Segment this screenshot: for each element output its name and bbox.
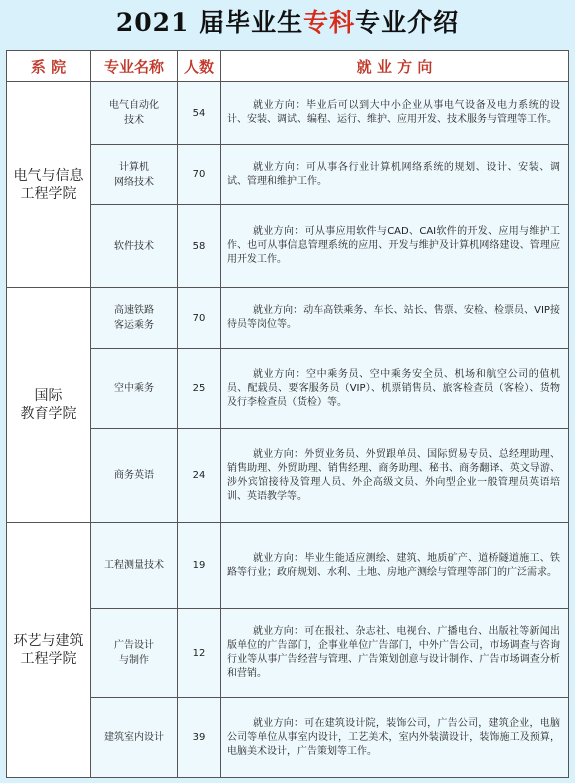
employment-direction: 就业方向：外贸业务员、外贸跟单员、国际贸易专员、总经理助理、销售助理、外贸助理、销售经理、商务助理、秘书、商务翻译、英文导游、涉外宾馆接待及管理人员、外企高级文员、外向型企业一般管理员英语培训、英语教学等。: [221, 429, 569, 523]
major-name: 商务英语: [91, 429, 178, 523]
table-row: [7, 429, 569, 523]
table-row: [7, 205, 569, 288]
table-row: [7, 82, 569, 145]
majors-table: [6, 50, 569, 778]
page-title: [0, 6, 575, 40]
header-college: 系 院: [7, 51, 91, 82]
enrollment-count: 19: [178, 523, 221, 609]
header-direction: 就 业 方 向: [221, 51, 569, 82]
header-major: 专业名称: [91, 51, 178, 82]
college-name: 电气与信息 工程学院: [7, 82, 91, 288]
title-suffix: 专业介绍: [355, 8, 460, 37]
table-row: [7, 698, 569, 778]
enrollment-count: 24: [178, 429, 221, 523]
enrollment-count: 12: [178, 609, 221, 698]
major-name: 软件技术: [91, 205, 178, 288]
employment-direction: 就业方向：可在建筑设计院，装饰公司，广告公司，建筑企业，电脑公司等单位从事室内设计，工艺美术，室内外装潢设计，装饰施工及预算，电脑美术设计，广告策划等工作。: [221, 698, 569, 778]
employment-direction: 就业方向：毕业生能适应测绘、建筑、地质矿产、道桥隧道施工、铁路等行业；政府规划、水利、土地、房地产测绘与管理等部门的广泛需求。: [221, 523, 569, 609]
table-row: [7, 609, 569, 698]
major-name: 空中乘务: [91, 349, 178, 429]
title-highlight: 专科: [303, 8, 356, 37]
major-name: 工程测量技术: [91, 523, 178, 609]
table-row: [7, 349, 569, 429]
employment-direction: 就业方向：可从事应用软件与CAD、CAI软件的开发、应用与维护工作、也可从事信息管理系统的应用、开发与维护及计算机网络建设、管理应用开发工作。: [221, 205, 569, 288]
major-name: 电气自动化 技术: [91, 82, 178, 145]
employment-direction: 就业方向：可在报社、杂志社、电视台、广播电台、出版社等新闻出版单位的广告部门，企事业单位广告部门，中外广告公司，市场调查与咨询行业等从事广告经营与管理、广告策划创意与设计制作、广告市场调查分析和营销。: [221, 609, 569, 698]
major-name: 建筑室内设计: [91, 698, 178, 778]
table-row: [7, 288, 569, 349]
header-count: 人数: [178, 51, 221, 82]
table-row: [7, 523, 569, 609]
enrollment-count: 70: [178, 288, 221, 349]
college-name: 国际 教育学院: [7, 288, 91, 523]
title-prefix: 2021 届毕业生: [115, 8, 304, 37]
employment-direction: 就业方向：动车高铁乘务、车长、站长、售票、安检、检票员、VIP接待员等岗位等。: [221, 288, 569, 349]
employment-direction: 就业方向：空中乘务员、空中乘务安全员、机场和航空公司的值机员、配载员、要客服务员（VIP）、机票销售员、旅客检查员（客检）、货物及行李检查员（货检）等。: [221, 349, 569, 429]
enrollment-count: 54: [178, 82, 221, 145]
major-name: 计算机 网络技术: [91, 145, 178, 205]
employment-direction: 就业方向：毕业后可以到大中小企业从事电气设备及电力系统的设计、安装、调试、编程、运行、维护、应用开发、技术服务与管理等工作。: [221, 82, 569, 145]
college-name: 环艺与建筑 工程学院: [7, 523, 91, 778]
enrollment-count: 25: [178, 349, 221, 429]
enrollment-count: 58: [178, 205, 221, 288]
major-name: 高速铁路 客运乘务: [91, 288, 178, 349]
enrollment-count: 39: [178, 698, 221, 778]
table-row: [7, 145, 569, 205]
major-name: 广告设计 与制作: [91, 609, 178, 698]
enrollment-count: 70: [178, 145, 221, 205]
employment-direction: 就业方向：可从事各行业计算机网络系统的规划、设计、安装、调试、管理和维护工作。: [221, 145, 569, 205]
header-row: [7, 51, 569, 82]
